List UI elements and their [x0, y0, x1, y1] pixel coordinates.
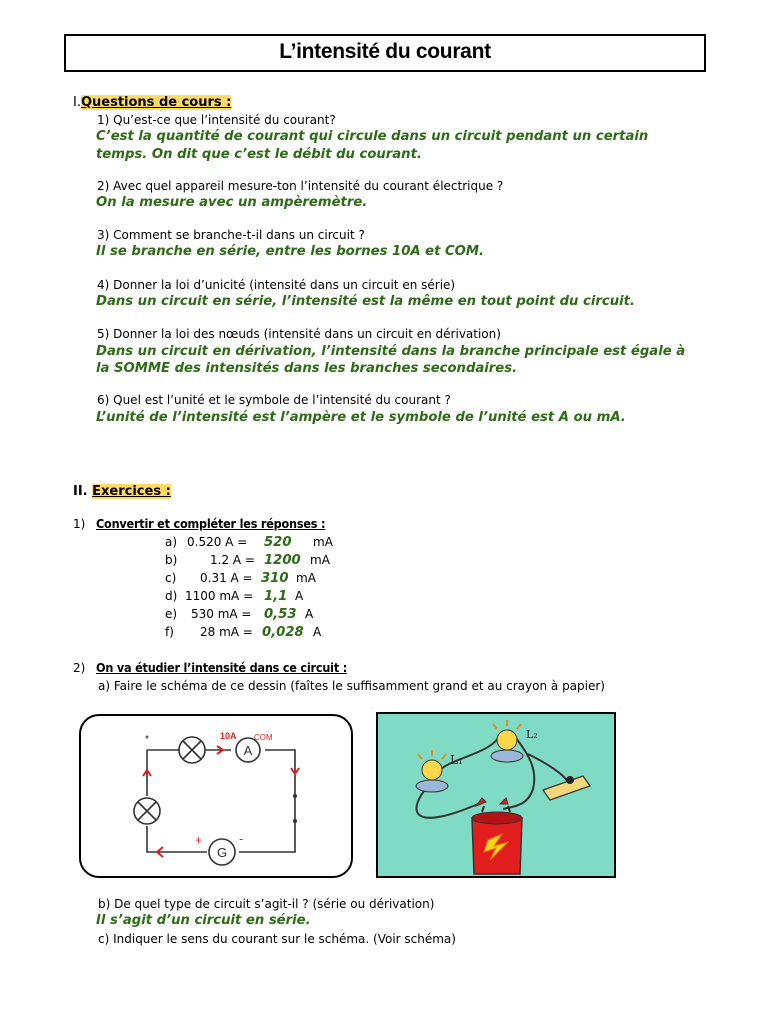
question-4: 4) Donner la loi d’unicité (intensité dans un circuit en série): [97, 278, 456, 292]
conversion-row-f: [165, 625, 322, 640]
row-unit: mA: [310, 553, 330, 567]
exercise-1-number: 1): [73, 517, 86, 531]
generator-plus-label: +: [195, 833, 203, 847]
row-unit: mA: [313, 535, 333, 549]
row-letter: c): [165, 571, 177, 585]
exercise-2-question-c: c) Indiquer le sens du courant sur le schéma. (Voir schéma): [98, 932, 456, 946]
generator-minus-label: -: [239, 831, 244, 846]
row-left: 1.2 A =: [210, 553, 255, 567]
answer-1-line-2: temps. On dit que c’est le débit du courant.: [96, 147, 422, 162]
answer-4: Dans un circuit en série, l’intensité est la même en tout point du circuit.: [96, 294, 635, 309]
section-2-number: II.: [73, 484, 88, 499]
row-answer: 0,028: [262, 625, 304, 640]
title-box: [64, 34, 706, 72]
question-3: 3) Comment se branche-t-il dans un circuit ?: [97, 228, 365, 242]
conversion-row-b: [165, 553, 330, 568]
circuit-schema-svg: [81, 716, 351, 876]
row-answer: 1,1: [264, 589, 288, 604]
exercise-2-title: On va étudier l’intensité dans ce circuit :: [96, 660, 348, 675]
question-6: 6) Quel est l’unité et le symbole de l’intensité du courant ?: [97, 393, 451, 407]
section-2-label: Exercices :: [92, 484, 171, 499]
lamp-top-symbol: [179, 737, 205, 763]
page-title: L’intensité du courant: [279, 40, 491, 63]
row-left: 28 mA =: [200, 625, 253, 639]
question-5: 5) Donner la loi des nœuds (intensité dans un circuit en dérivation): [97, 327, 501, 341]
answer-3: Il se branche en série, entre les bornes 10A et COM.: [96, 244, 485, 259]
row-letter: a): [165, 535, 178, 549]
row-letter: b): [165, 553, 178, 567]
question-2: 2) Avec quel appareil mesure-ton l’intensité du courant électrique ?: [97, 179, 504, 193]
row-answer: 0,53: [264, 607, 297, 622]
ammeter-10a-label: 10A: [220, 731, 237, 741]
conversion-row-c: [165, 571, 316, 586]
lamp-left-symbol: [134, 798, 160, 824]
lamp-l1-label: L₁: [450, 753, 463, 767]
row-letter: d): [165, 589, 178, 603]
conversion-row-a: [165, 535, 333, 550]
question-1: 1) Qu’est-ce que l’intensité du courant?: [97, 113, 336, 127]
answer-2: On la mesure avec un ampèremètre.: [96, 195, 368, 210]
generator-label: G: [216, 845, 228, 860]
exercise-2-question-b: b) De quel type de circuit s’agit-il ? (série ou dérivation): [98, 897, 435, 911]
circuit-drawing-svg: [378, 714, 614, 876]
circuit-wires: [147, 750, 295, 852]
answer-5-line-1: Dans un circuit en dérivation, l’intensité dans la branche principale est égale à: [96, 344, 686, 359]
battery-drawing: [472, 806, 522, 874]
row-left: 0.520 A =: [187, 535, 248, 549]
row-letter: f): [165, 625, 174, 639]
exercise-1-title: Convertir et compléter les réponses :: [96, 516, 326, 531]
row-unit: A: [313, 625, 322, 639]
conversion-row-d: [165, 589, 304, 604]
lamp-l1-drawing: [416, 750, 463, 792]
row-answer: 520: [264, 535, 292, 550]
circuit-drawing: [376, 712, 616, 878]
section-2-heading: [73, 484, 171, 499]
section-1-heading: [73, 95, 231, 110]
row-answer: 1200: [264, 553, 301, 568]
switch-drawing: [543, 776, 590, 800]
row-answer: 310: [261, 571, 289, 586]
row-left: 530 mA =: [191, 607, 252, 621]
row-unit: mA: [296, 571, 316, 585]
answer-1-line-1: C’est la quantité de courant qui circule dans un circuit pendant un certain: [96, 129, 649, 144]
row-unit: A: [295, 589, 304, 603]
row-unit: A: [305, 607, 314, 621]
exercise-2-answer-b: Il s’agit d’un circuit en série.: [96, 913, 311, 928]
row-left: 1100 mA =: [185, 589, 254, 603]
answer-6: L’unité de l’intensité est l’ampère et le symbole de l’unité est A ou mA.: [96, 410, 626, 425]
section-1-number: I.: [73, 95, 81, 110]
exercise-2-question-a: a) Faire le schéma de ce dessin (faîtes le suffisamment grand et au crayon à papier): [98, 679, 605, 693]
section-1-label: Questions de cours :: [80, 95, 232, 110]
row-letter: e): [165, 607, 178, 621]
lamp-l2-label: L₂: [526, 728, 538, 741]
ammeter-com-label: COM: [254, 733, 273, 742]
answer-5-line-2: la SOMME des intensités dans les branches secondaires.: [96, 361, 518, 376]
circuit-schema: [79, 714, 353, 878]
conversion-row-e: [165, 607, 314, 622]
generator-symbol: [209, 839, 235, 865]
row-left: 0.31 A =: [200, 571, 253, 585]
exercise-2-number: 2): [73, 661, 86, 675]
ammeter-label: A: [243, 743, 253, 758]
